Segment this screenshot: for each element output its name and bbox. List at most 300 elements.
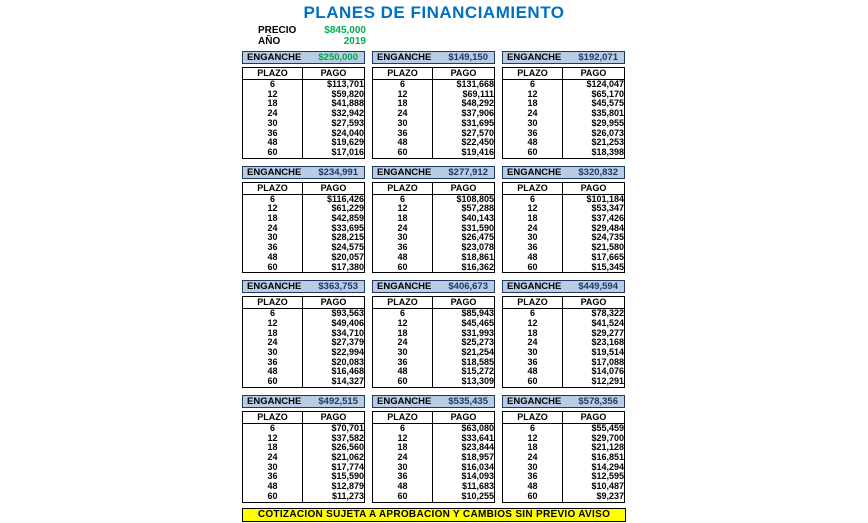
plazo-column-header: PLAZO <box>243 411 303 423</box>
plazo-cell: 6 <box>243 194 303 204</box>
pago-cell: $26,073 <box>591 127 624 138</box>
payment-table-header-row <box>503 182 625 194</box>
plazo-cell: 18 <box>503 214 563 224</box>
pago-column-header: PAGO <box>433 411 495 423</box>
plazo-cell: 24 <box>373 224 433 234</box>
payment-row <box>373 492 495 502</box>
plazo-cell: 48 <box>373 482 433 492</box>
anio-row <box>258 36 626 47</box>
enganche-header <box>372 166 495 179</box>
enganche-value: $363,753 <box>318 281 358 293</box>
pago-cell: $45,575 <box>591 98 624 109</box>
plazo-cell: 18 <box>503 443 563 453</box>
payment-row <box>503 492 625 502</box>
pago-column-header: PAGO <box>303 411 365 423</box>
payment-table-header-row <box>373 68 495 80</box>
plan-table <box>372 395 495 503</box>
pago-cell: $17,016 <box>331 146 364 157</box>
pago-cell: $29,955 <box>591 117 624 128</box>
pago-column-header: PAGO <box>303 297 365 309</box>
plazo-cell: 48 <box>243 138 303 148</box>
payment-table-header-row <box>373 297 495 309</box>
plazo-cell: 6 <box>373 423 433 433</box>
pago-column-header: PAGO <box>563 182 625 194</box>
pago-cell: $63,080 <box>461 422 494 433</box>
plazo-cell: 36 <box>503 243 563 253</box>
pago-cell: $20,083 <box>331 356 364 367</box>
plazo-cell: 18 <box>243 99 303 109</box>
plazo-cell: 60 <box>243 263 303 273</box>
pago-cell: $34,710 <box>331 327 364 338</box>
payment-table-header-row <box>503 68 625 80</box>
payment-table <box>502 67 625 159</box>
plazo-cell: 30 <box>243 119 303 129</box>
pago-cell: $28,215 <box>331 232 364 243</box>
pago-cell: $24,735 <box>591 232 624 243</box>
enganche-label: ENGANCHE <box>507 395 562 407</box>
plazo-column-header: PLAZO <box>373 68 433 80</box>
plazo-cell: 6 <box>503 80 563 90</box>
enganche-header <box>242 395 365 408</box>
pago-cell: $22,450 <box>461 137 494 148</box>
pago-cell: $61,229 <box>331 203 364 214</box>
plazo-cell: 18 <box>373 329 433 339</box>
enganche-header <box>242 166 365 179</box>
pago-cell: $41,888 <box>331 98 364 109</box>
pago-cell: $40,143 <box>461 213 494 224</box>
payment-table <box>372 182 495 274</box>
plazo-cell: 60 <box>503 263 563 273</box>
plazo-cell: 48 <box>243 367 303 377</box>
pago-cell: $31,695 <box>461 117 494 128</box>
pago-cell: $14,076 <box>591 366 624 377</box>
plazo-cell: 24 <box>243 338 303 348</box>
pago-cell: $124,047 <box>586 79 624 89</box>
plazo-cell: 6 <box>373 194 433 204</box>
pago-column-header: PAGO <box>563 68 625 80</box>
payment-table <box>502 182 625 274</box>
plazo-cell: 24 <box>373 453 433 463</box>
pago-cell: $31,993 <box>461 327 494 338</box>
plazo-cell: 60 <box>373 263 433 273</box>
pago-column-header: PAGO <box>563 297 625 309</box>
pago-cell: $10,487 <box>591 481 624 492</box>
plazo-cell: 18 <box>503 99 563 109</box>
plazo-cell: 36 <box>373 472 433 482</box>
payment-table-header-row <box>243 68 365 80</box>
pago-cell: $21,580 <box>591 242 624 253</box>
pago-cell: $24,040 <box>331 127 364 138</box>
enganche-label: ENGANCHE <box>247 395 302 407</box>
pago-cell: $16,362 <box>461 261 494 272</box>
pago-cell: $24,575 <box>331 242 364 253</box>
payment-table <box>502 411 625 503</box>
pago-cell: $14,093 <box>461 471 494 482</box>
payment-table-header-row <box>243 411 365 423</box>
plazo-cell: 30 <box>373 119 433 129</box>
pago-cell: $19,514 <box>591 347 624 358</box>
financing-sheet <box>242 3 626 522</box>
plazo-column-header: PLAZO <box>373 411 433 423</box>
pago-cell: $18,585 <box>461 356 494 367</box>
plazo-cell: 36 <box>503 129 563 139</box>
pago-column-header: PAGO <box>563 411 625 423</box>
payment-row <box>373 263 495 273</box>
enganche-label: ENGANCHE <box>247 166 302 178</box>
pago-cell: $19,629 <box>331 137 364 148</box>
pago-cell: $23,078 <box>461 242 494 253</box>
enganche-header <box>372 280 495 293</box>
enganche-value: $578,356 <box>578 395 618 407</box>
plazo-column-header: PLAZO <box>243 68 303 80</box>
plazo-cell: 18 <box>243 329 303 339</box>
payment-table <box>372 411 495 503</box>
payment-row <box>503 148 625 158</box>
pago-cell: $25,273 <box>461 337 494 348</box>
plazo-cell: 12 <box>503 90 563 100</box>
plazo-column-header: PLAZO <box>503 68 563 80</box>
pago-cell: $11,683 <box>461 481 494 492</box>
enganche-header <box>372 51 495 64</box>
plazo-cell: 12 <box>503 434 563 444</box>
payment-row <box>503 263 625 273</box>
pago-column-header: PAGO <box>303 68 365 80</box>
plazo-cell: 48 <box>243 253 303 263</box>
enganche-label: ENGANCHE <box>247 281 302 293</box>
plazo-cell: 48 <box>243 482 303 492</box>
plazo-cell: 24 <box>503 453 563 463</box>
pago-column-header: PAGO <box>433 68 495 80</box>
payment-table-header-row <box>503 411 625 423</box>
plazo-cell: 30 <box>373 463 433 473</box>
plazo-cell: 30 <box>243 463 303 473</box>
pago-cell: $20,057 <box>331 251 364 262</box>
plan-table <box>242 395 365 503</box>
payment-table <box>372 296 495 388</box>
enganche-label: ENGANCHE <box>247 52 302 63</box>
pago-cell: $29,484 <box>591 222 624 233</box>
enganche-header <box>242 280 365 293</box>
plazo-cell: 36 <box>373 129 433 139</box>
pago-cell: $18,861 <box>461 251 494 262</box>
plan-table <box>502 166 625 274</box>
plazo-column-header: PLAZO <box>373 182 433 194</box>
payment-table-header-row <box>373 182 495 194</box>
payment-row <box>243 148 365 158</box>
pago-cell: $23,168 <box>591 337 624 348</box>
plazo-cell: 6 <box>503 423 563 433</box>
payment-table-header-row <box>373 411 495 423</box>
pago-cell: $45,465 <box>461 317 494 328</box>
pago-column-header: PAGO <box>303 182 365 194</box>
enganche-value: $234,991 <box>318 166 358 178</box>
payment-table <box>242 411 365 503</box>
plan-table <box>372 51 495 159</box>
plazo-cell: 36 <box>373 358 433 368</box>
enganche-value: $406,673 <box>448 281 488 293</box>
plazo-column-header: PLAZO <box>243 297 303 309</box>
pago-cell: $41,524 <box>591 317 624 328</box>
plazo-cell: 6 <box>503 194 563 204</box>
pago-cell: $131,668 <box>456 79 494 89</box>
pago-cell: $12,879 <box>331 481 364 492</box>
plazo-cell: 48 <box>503 253 563 263</box>
payment-table-header-row <box>243 182 365 194</box>
plazo-cell: 6 <box>503 309 563 319</box>
pago-cell: $35,801 <box>591 108 624 119</box>
plazo-cell: 24 <box>243 224 303 234</box>
plazo-cell: 30 <box>503 119 563 129</box>
plazo-cell: 30 <box>373 348 433 358</box>
plazo-cell: 18 <box>373 214 433 224</box>
plazo-cell: 48 <box>503 482 563 492</box>
plazo-cell: 60 <box>243 377 303 387</box>
pago-cell: $16,034 <box>461 461 494 472</box>
pago-cell: $37,906 <box>461 108 494 119</box>
pago-cell: $65,170 <box>591 88 624 99</box>
plazo-cell: 6 <box>243 80 303 90</box>
plazo-column-header: PLAZO <box>243 182 303 194</box>
pago-cell: $12,291 <box>591 376 624 387</box>
precio-label: PRECIO <box>258 25 297 36</box>
pago-cell: $21,128 <box>591 442 624 453</box>
enganche-label: ENGANCHE <box>377 166 432 178</box>
enganche-label: ENGANCHE <box>377 395 432 407</box>
payment-table <box>242 67 365 159</box>
enganche-value: $149,150 <box>448 52 488 63</box>
plazo-cell: 30 <box>243 233 303 243</box>
pago-cell: $53,347 <box>591 203 624 214</box>
plazo-column-header: PLAZO <box>503 297 563 309</box>
pago-cell: $42,859 <box>331 213 364 224</box>
pago-cell: $16,468 <box>331 366 364 377</box>
pago-cell: $14,294 <box>591 461 624 472</box>
enganche-header <box>502 395 625 408</box>
plans-grid <box>242 51 626 503</box>
pago-cell: $49,406 <box>331 317 364 328</box>
plan-table <box>242 166 365 274</box>
plazo-cell: 12 <box>373 319 433 329</box>
plazo-cell: 36 <box>373 243 433 253</box>
payment-table-header-row <box>503 297 625 309</box>
enganche-header <box>372 395 495 408</box>
page-title: PLANES DE FINANCIAMIENTO <box>303 3 565 22</box>
pago-cell: $10,255 <box>461 490 494 501</box>
plazo-cell: 60 <box>373 377 433 387</box>
anio-label: AÑO <box>258 36 281 47</box>
plazo-cell: 30 <box>243 348 303 358</box>
pago-cell: $15,345 <box>591 261 624 272</box>
pago-cell: $13,309 <box>461 376 494 387</box>
pago-cell: $17,665 <box>591 251 624 262</box>
pago-cell: $31,590 <box>461 222 494 233</box>
pago-cell: $9,237 <box>596 490 624 501</box>
plazo-cell: 48 <box>503 367 563 377</box>
plazo-cell: 12 <box>373 434 433 444</box>
plan-table <box>242 280 365 388</box>
pago-column-header: PAGO <box>433 297 495 309</box>
enganche-value: $535,435 <box>448 395 488 407</box>
plazo-cell: 24 <box>503 338 563 348</box>
pago-cell: $27,570 <box>461 127 494 138</box>
plazo-cell: 12 <box>373 204 433 214</box>
enganche-value: $492,515 <box>318 395 358 407</box>
enganche-label: ENGANCHE <box>507 52 562 63</box>
plazo-cell: 36 <box>243 243 303 253</box>
pago-cell: $27,593 <box>331 117 364 128</box>
enganche-value: $277,912 <box>448 166 488 178</box>
plazo-cell: 6 <box>243 423 303 433</box>
enganche-header <box>502 280 625 293</box>
plazo-cell: 24 <box>243 453 303 463</box>
enganche-header <box>242 51 365 64</box>
plazo-cell: 48 <box>373 138 433 148</box>
plan-table <box>502 280 625 388</box>
plan-table <box>502 51 625 159</box>
pago-cell: $33,641 <box>461 432 494 443</box>
enganche-value: $449,594 <box>578 281 618 293</box>
plazo-cell: 18 <box>373 99 433 109</box>
pago-cell: $33,695 <box>331 222 364 233</box>
pago-cell: $59,820 <box>331 88 364 99</box>
pago-cell: $18,957 <box>461 451 494 462</box>
pago-cell: $55,459 <box>591 422 624 433</box>
pago-cell: $70,701 <box>331 422 364 433</box>
plazo-cell: 6 <box>243 309 303 319</box>
pago-cell: $22,994 <box>331 347 364 358</box>
plan-table <box>372 280 495 388</box>
pago-cell: $29,700 <box>591 432 624 443</box>
pago-cell: $26,475 <box>461 232 494 243</box>
pago-cell: $113,701 <box>326 79 364 89</box>
payment-table <box>242 182 365 274</box>
plazo-cell: 6 <box>373 309 433 319</box>
plazo-cell: 60 <box>503 492 563 502</box>
plazo-cell: 60 <box>373 492 433 502</box>
plazo-cell: 36 <box>243 358 303 368</box>
plazo-cell: 24 <box>243 109 303 119</box>
enganche-label: ENGANCHE <box>377 52 432 63</box>
enganche-value: $320,832 <box>578 166 618 178</box>
plazo-cell: 30 <box>503 348 563 358</box>
price-year-info <box>242 25 626 47</box>
pago-cell: $29,277 <box>591 327 624 338</box>
pago-cell: $32,942 <box>331 108 364 119</box>
plazo-cell: 18 <box>503 329 563 339</box>
pago-cell: $37,582 <box>331 432 364 443</box>
pago-cell: $37,426 <box>591 213 624 224</box>
pago-column-header: PAGO <box>433 182 495 194</box>
pago-cell: $21,062 <box>331 451 364 462</box>
plazo-cell: 60 <box>373 148 433 158</box>
pago-cell: $48,292 <box>461 98 494 109</box>
plazo-cell: 36 <box>243 129 303 139</box>
plazo-cell: 30 <box>373 233 433 243</box>
plazo-cell: 36 <box>503 358 563 368</box>
plazo-cell: 24 <box>503 224 563 234</box>
enganche-header <box>502 51 625 64</box>
plazo-cell: 6 <box>373 80 433 90</box>
anio-value: 2019 <box>343 36 366 47</box>
plazo-column-header: PLAZO <box>503 182 563 194</box>
pago-cell: $21,253 <box>591 137 624 148</box>
pago-cell: $108,805 <box>456 193 494 204</box>
pago-cell: $27,379 <box>331 337 364 348</box>
plazo-cell: 18 <box>243 214 303 224</box>
plan-table <box>502 395 625 503</box>
payment-table <box>502 296 625 388</box>
pago-cell: $17,774 <box>331 461 364 472</box>
pago-cell: $69,111 <box>462 88 494 99</box>
enganche-label: ENGANCHE <box>507 166 562 178</box>
pago-cell: $78,322 <box>591 308 624 319</box>
pago-cell: $21,254 <box>461 347 494 358</box>
pago-cell: $23,844 <box>461 442 494 453</box>
plazo-cell: 48 <box>373 253 433 263</box>
pago-cell: $17,380 <box>331 261 364 272</box>
plazo-cell: 12 <box>503 319 563 329</box>
plazo-cell: 48 <box>373 367 433 377</box>
payment-row <box>373 377 495 387</box>
plan-table <box>242 51 365 159</box>
payment-row <box>243 492 365 502</box>
plazo-cell: 18 <box>373 443 433 453</box>
plazo-cell: 12 <box>243 204 303 214</box>
plazo-cell: 30 <box>503 463 563 473</box>
pago-cell: $11,273 <box>331 490 364 501</box>
plazo-cell: 24 <box>373 338 433 348</box>
plan-table <box>372 166 495 274</box>
payment-row <box>243 263 365 273</box>
plazo-cell: 24 <box>503 109 563 119</box>
plazo-cell: 36 <box>503 472 563 482</box>
plazo-cell: 12 <box>243 434 303 444</box>
precio-value: $845,000 <box>324 25 366 36</box>
pago-cell: $101,184 <box>586 193 624 204</box>
enganche-value: $250,000 <box>318 52 358 63</box>
pago-cell: $15,272 <box>461 366 494 377</box>
pago-cell: $26,560 <box>331 442 364 453</box>
pago-cell: $57,288 <box>461 203 494 214</box>
disclaimer-banner: COTIZACION SUJETA A APROBACION Y CAMBIOS SIN PREVIO AVISO <box>242 508 626 522</box>
plazo-column-header: PLAZO <box>503 411 563 423</box>
enganche-header <box>502 166 625 179</box>
pago-cell: $17,088 <box>591 356 624 367</box>
pago-cell: $85,943 <box>461 308 494 319</box>
payment-table <box>372 67 495 159</box>
plazo-column-header: PLAZO <box>373 297 433 309</box>
plazo-cell: 36 <box>243 472 303 482</box>
plazo-cell: 60 <box>243 148 303 158</box>
plazo-cell: 18 <box>243 443 303 453</box>
plazo-cell: 12 <box>503 204 563 214</box>
pago-cell: $12,595 <box>591 471 624 482</box>
pago-cell: $19,416 <box>461 146 494 157</box>
pago-cell: $116,426 <box>326 193 364 204</box>
payment-table <box>242 296 365 388</box>
pago-cell: $18,398 <box>591 146 624 157</box>
plazo-cell: 60 <box>503 148 563 158</box>
plazo-cell: 30 <box>503 233 563 243</box>
payment-row <box>243 377 365 387</box>
pago-cell: $14,327 <box>331 376 364 387</box>
plazo-cell: 12 <box>243 319 303 329</box>
plazo-cell: 24 <box>373 109 433 119</box>
plazo-cell: 12 <box>373 90 433 100</box>
payment-table-header-row <box>243 297 365 309</box>
enganche-value: $192,071 <box>578 52 618 63</box>
pago-cell: $93,563 <box>331 308 364 319</box>
